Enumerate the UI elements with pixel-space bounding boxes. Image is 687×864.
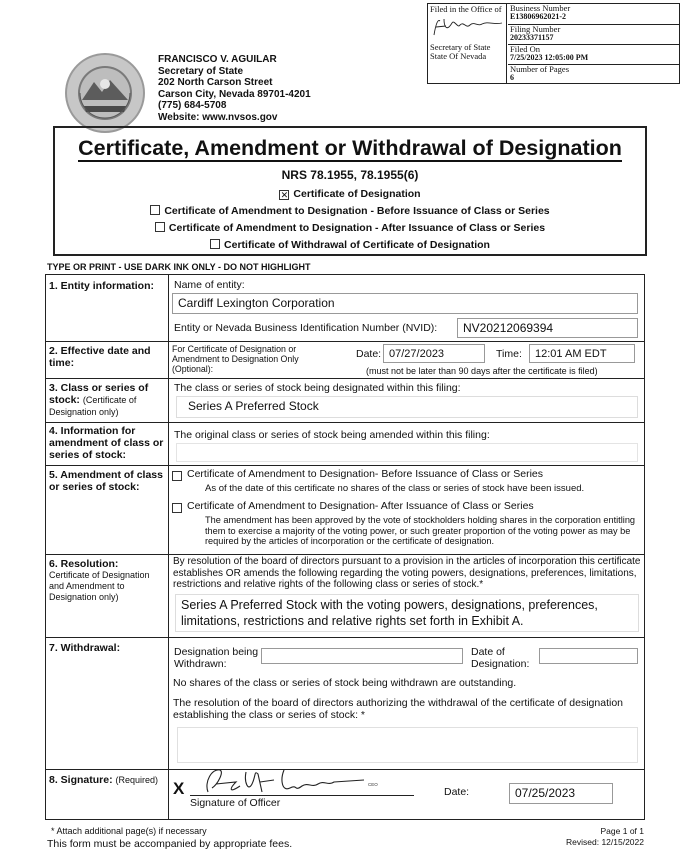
signature-line [190, 795, 414, 796]
original-class-description: The original class or series of stock being amended within this filing: [174, 429, 490, 441]
original-class-field[interactable] [176, 443, 638, 462]
sos-phone: (775) 684-5708 [158, 100, 227, 111]
page-number: Page 1 of 1 [600, 826, 644, 836]
effective-date-label: Date: [356, 348, 382, 360]
option-checkbox[interactable] [155, 222, 165, 232]
amendment-after-checkbox[interactable] [172, 503, 182, 513]
resolution-description: By resolution of the board of directors pursuant to a provision in the articles of incorporation this certificate establishes OR amends the following regarding the voting powers, designations, preferences, limitations, restrictions and relative rights of the following class or series of stock.* [173, 556, 641, 590]
stamp-filed-on-label: Filed On [510, 44, 540, 54]
option-label: Certificate of Amendment to Designation - Before Issuance of Class or Series [164, 205, 550, 217]
resolution-field[interactable]: Series A Preferred Stock with the voting powers, designations, preferences, limitations, restrictions and relative rights set forth in Exhibit A. [175, 594, 639, 632]
effective-time-label: Time: [496, 348, 522, 360]
section-8-note: (Required) [115, 775, 159, 785]
effective-date-description: For Certificate of Designation or Amendment to Designation Only (Optional): [172, 344, 299, 374]
amendment-after-description: The amendment has been approved by the vote of stockholders holding shares in the corporation entitling them to exercise a majority of the voting power, or such greater proportion of the voting power as may be required by the articles of incorporation or the certificate of designation. [205, 515, 636, 546]
signature-x-mark: X [173, 779, 185, 798]
row-divider [46, 554, 644, 555]
column-divider [168, 275, 169, 819]
class-series-description: The class or series of stock being designated within this filing: [174, 382, 461, 394]
stamp-business-number-label: Business Number [510, 3, 571, 13]
fees-note: This form must be accompanied by appropriate fees. [47, 838, 293, 850]
stamp-filed-on [508, 45, 680, 65]
attach-note: * Attach additional page(s) if necessary [51, 826, 207, 836]
option-label: Certificate of Amendment to Designation - After Issuance of Class or Series [168, 222, 546, 234]
withdrawal-resolution-label: The resolution of the board of directors authorizing the withdrawal of the certificate of designation establishing the class or series of stock: * [173, 697, 624, 721]
stamp-filed-in: Filed in the Office of [430, 4, 502, 14]
stamp-signature [430, 15, 504, 39]
stamp-pages [508, 65, 680, 84]
section-8-label [49, 774, 158, 786]
stamp-left-column [428, 4, 507, 83]
nvid-label: Entity or Nevada Business Identification Number (NVID): [174, 322, 438, 334]
section-6-title: 6. Resolution: [49, 558, 119, 570]
section-2-label: 2. Effective date and time: [49, 345, 151, 369]
section-7-label: 7. Withdrawal: [49, 642, 121, 654]
stamp-pages-label: Number of Pages [510, 64, 570, 74]
stamp-filing-number-value: 20233371157 [510, 32, 554, 42]
stamp-pages-value: 6 [510, 72, 514, 82]
sos-street: 202 North Carson Street [158, 77, 273, 88]
section-3-label [49, 382, 167, 418]
section-1-label: 1. Entity information: [49, 280, 154, 292]
section-3-title: 3. Class or series of stock: [49, 382, 149, 406]
option-checkbox[interactable] [150, 205, 160, 215]
option-withdrawal[interactable] [55, 239, 645, 251]
effective-date-note: (must not be later than 90 days after the certificate is filed) [366, 366, 598, 376]
stamp-filing-number-label: Filing Number [510, 24, 561, 34]
amendment-before-checkbox[interactable] [172, 471, 182, 481]
withdrawal-resolution-field[interactable] [177, 727, 638, 763]
row-divider [46, 465, 644, 466]
section-4-label: 4. Information for amendment of class or series of stock: [49, 425, 164, 461]
officer-signature [194, 762, 434, 802]
designation-date-field[interactable] [539, 648, 638, 664]
no-shares-statement: No shares of the class or series of stock being withdrawn are outstanding. [173, 677, 517, 689]
stamp-filed-on-value: 7/25/2023 12:05:00 PM [510, 52, 589, 62]
section-5-label: 5. Amendment of class or series of stock: [49, 469, 163, 493]
sos-city: Carson City, Nevada 89701-4201 [158, 88, 311, 100]
nrs-reference: NRS 78.1955, 78.1955(6) [281, 168, 419, 182]
amendment-after-title: Certificate of Amendment to Designation- After Issuance of Class or Series [187, 500, 534, 512]
designation-form [45, 274, 645, 820]
row-divider [46, 637, 644, 638]
signature-date-field[interactable]: 07/25/2023 [509, 783, 613, 804]
amendment-before-title: Certificate of Amendment to Designation- Before Issuance of Class or Series [187, 468, 544, 480]
nevada-state-seal [64, 52, 146, 134]
option-amendment-after-issuance[interactable] [55, 222, 645, 234]
section-8-title: 8. Signature: [49, 774, 113, 786]
stamp-state: State Of Nevada [430, 51, 487, 61]
form-title-text: Certificate, Amendment or Withdrawal of Designation [78, 136, 622, 160]
signature-date-label: Date: [444, 786, 470, 798]
entity-name-label: Name of entity: [174, 279, 245, 291]
type-or-print-instruction: TYPE OR PRINT - USE DARK INK ONLY - DO NOT HIGHLIGHT [47, 262, 311, 272]
class-series-field[interactable]: Series A Preferred Stock [176, 396, 638, 418]
sos-name: FRANCISCO V. AGUILAR [158, 54, 277, 65]
effective-date-field[interactable]: 07/27/2023 [383, 344, 485, 363]
form-title [55, 136, 645, 161]
option-label: Certificate of Withdrawal of Certificate of Designation [224, 239, 490, 251]
amendment-before-description: As of the date of this certificate no shares of the class or series of stock have been issued. [205, 483, 585, 494]
designation-withdrawn-field[interactable] [261, 648, 463, 664]
option-label: Certificate of Designation [293, 188, 421, 200]
row-divider [46, 422, 644, 423]
option-checkbox[interactable] [210, 239, 220, 249]
signature-of-officer-label: Signature of Officer [190, 797, 281, 809]
option-amendment-before-issuance[interactable] [55, 205, 645, 217]
sos-office: Secretary of State [158, 65, 244, 77]
section-6-note: Certificate of Designation and Amendment to Designation only) [49, 570, 150, 602]
title-box [53, 126, 647, 256]
secretary-of-state-header [158, 54, 311, 123]
section-6-label [49, 558, 167, 603]
sos-website: Website: www.nvsos.gov [158, 111, 278, 123]
stamp-business-number-value: E13806962021-2 [510, 11, 566, 21]
row-divider [46, 341, 644, 342]
option-checkbox-checked[interactable]: ✕ [280, 190, 289, 200]
row-divider [46, 378, 644, 379]
nvid-field[interactable]: NV20212069394 [457, 318, 638, 338]
option-certificate-of-designation[interactable] [55, 188, 645, 200]
filing-stamp [427, 3, 680, 84]
revised-date: Revised: 12/15/2022 [566, 837, 644, 847]
designation-withdrawn-label: Designation being Withdrawn: [174, 646, 259, 670]
section-3-note: (Certificate of Designation only) [49, 395, 137, 417]
entity-name-field[interactable]: Cardiff Lexington Corporation [172, 293, 638, 314]
stamp-filing-number [508, 25, 680, 45]
stamp-secretary: Secretary of State [430, 42, 491, 52]
svg-text:CEO: CEO [368, 782, 378, 787]
effective-time-field[interactable]: 12:01 AM EDT [529, 344, 635, 363]
designation-date-label: Date of Designation: [471, 646, 530, 670]
stamp-business-number [508, 4, 680, 25]
